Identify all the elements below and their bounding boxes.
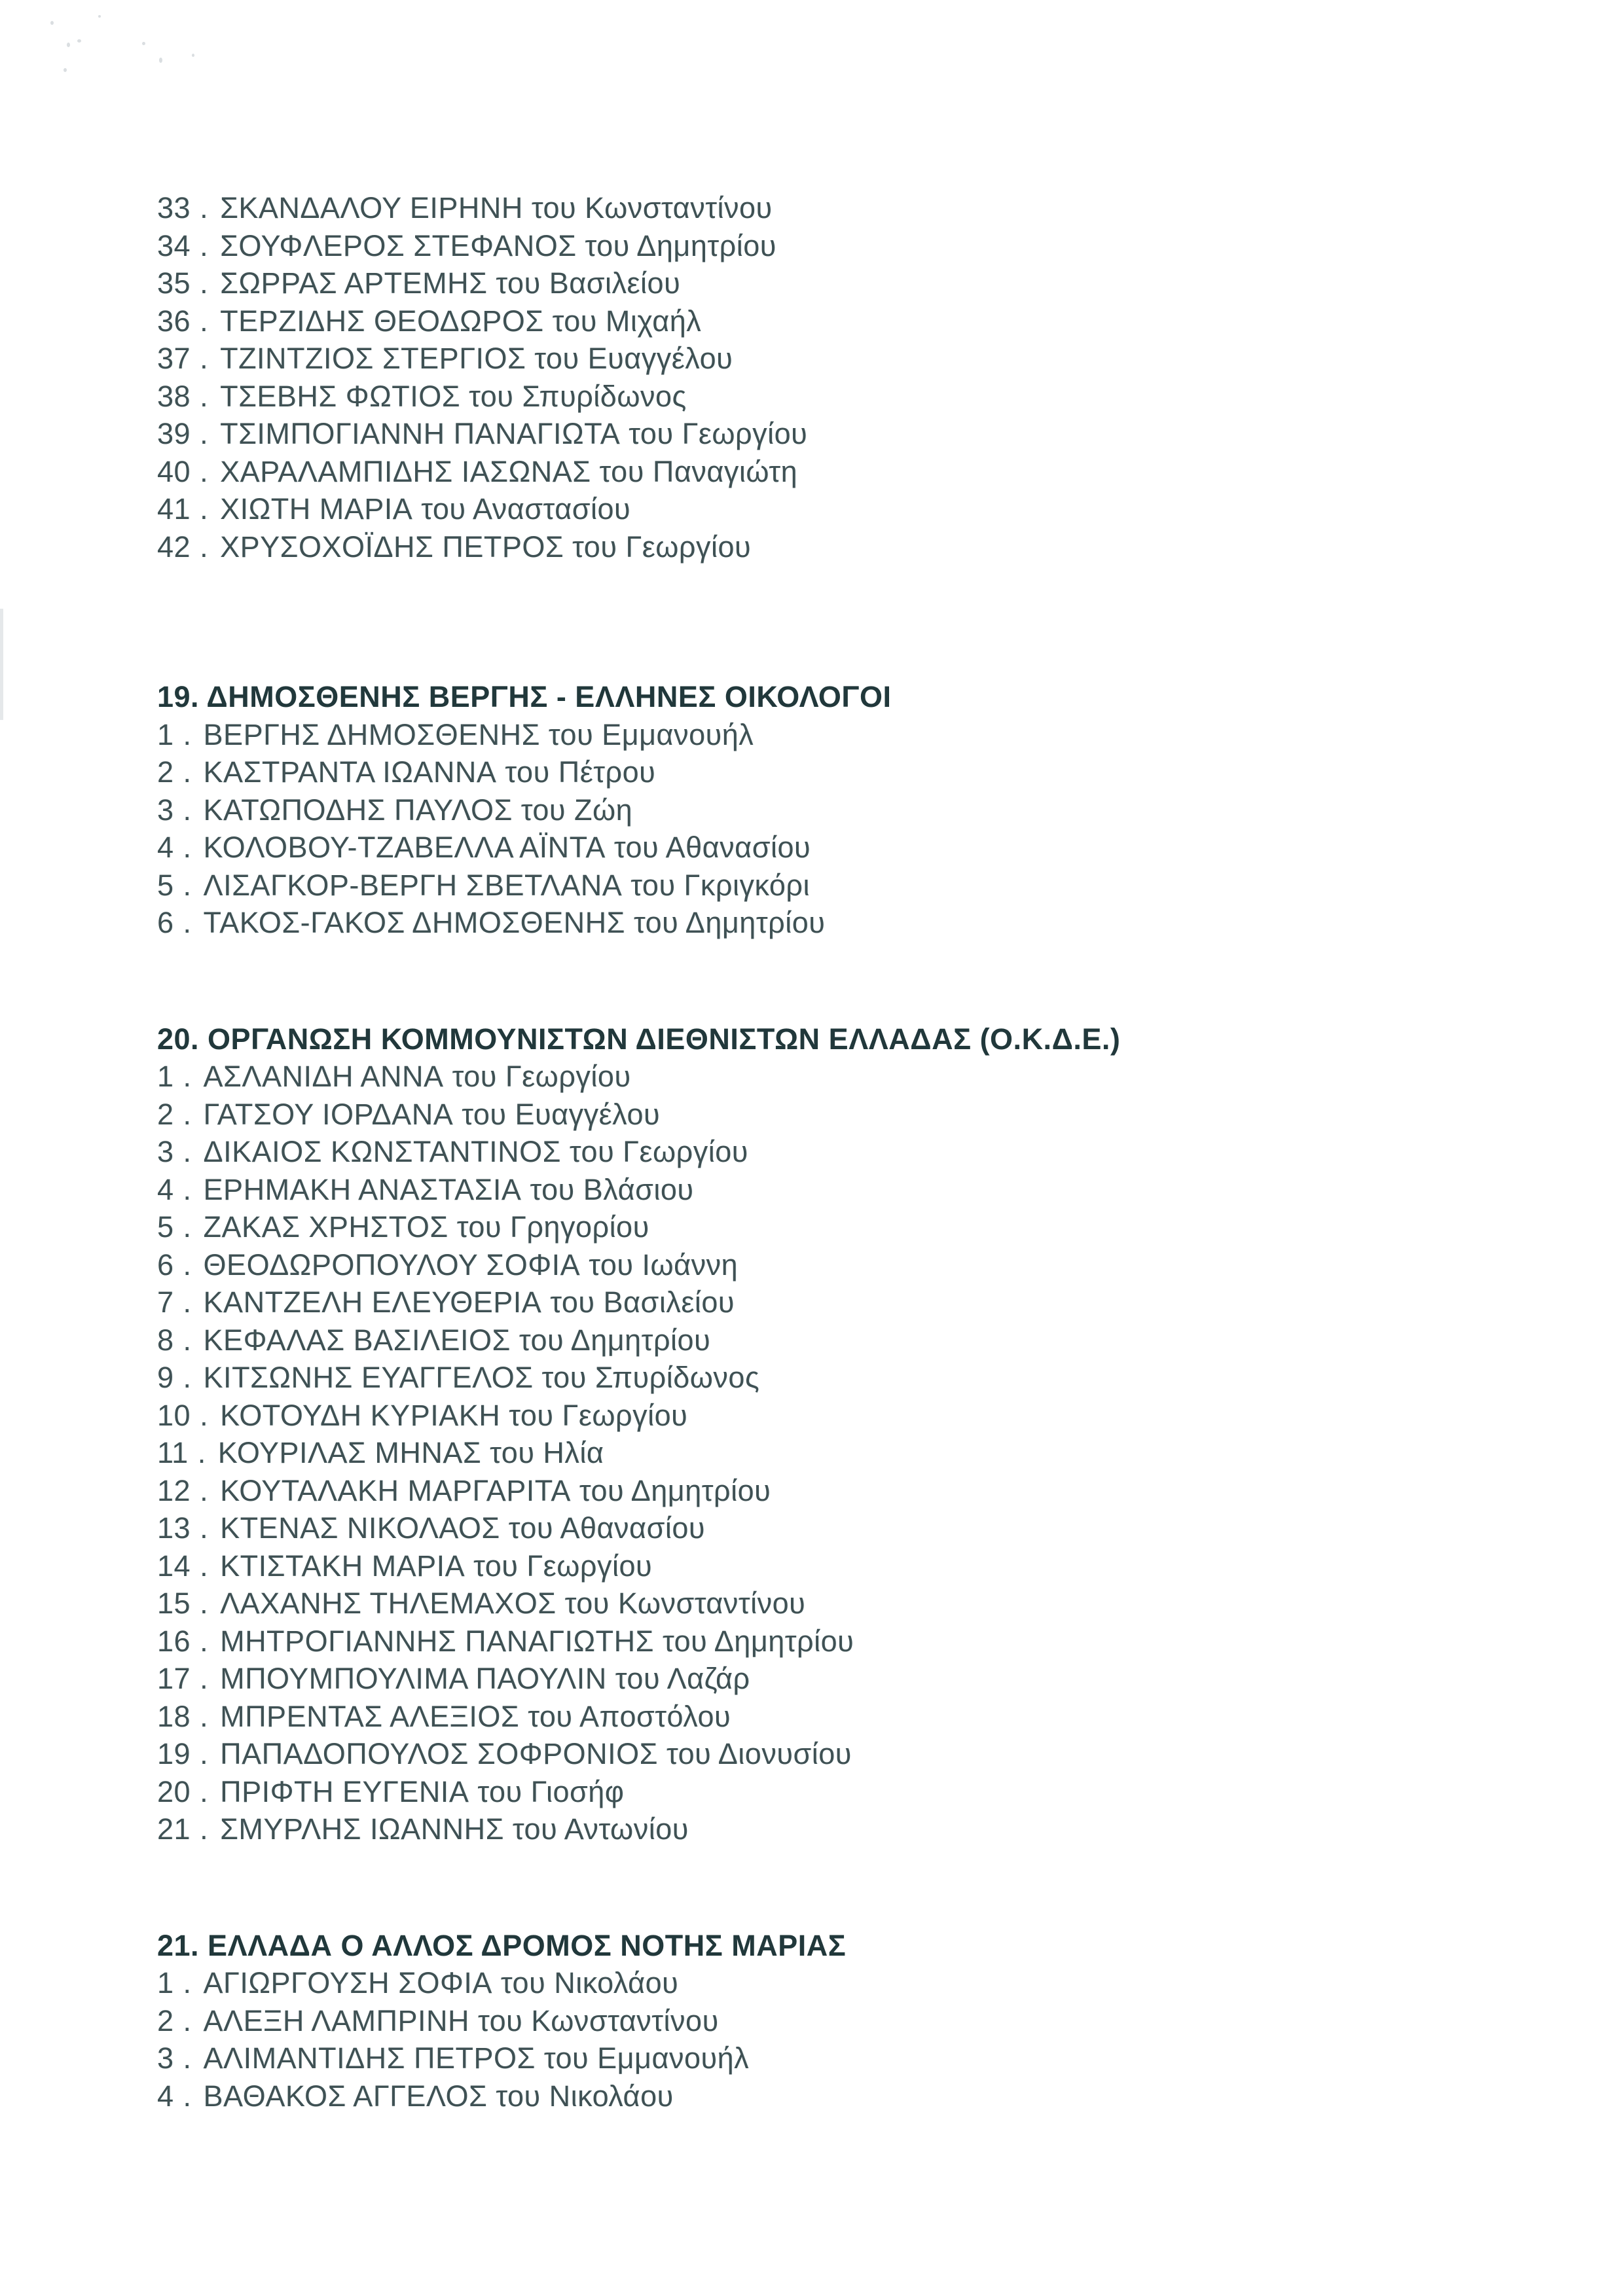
- candidate-patronymic: του Ζώη: [520, 793, 633, 827]
- candidate-name: ΚΙΤΣΩΝΗΣ ΕΥΑΓΓΕΛΟΣ: [203, 1361, 534, 1394]
- candidate-name: ΚΟΤΟΥΔΗ ΚΥΡΙΑΚΗ: [220, 1398, 501, 1432]
- candidate-row: [157, 753, 1584, 791]
- candidate-number: 1: [157, 1966, 174, 2000]
- candidate-name: ΚΟΥΤΑΛΑΚΗ ΜΑΡΓΑΡΙΤΑ: [220, 1473, 571, 1507]
- candidate-number: 19: [157, 1737, 191, 1770]
- candidate-number: 40: [157, 454, 191, 488]
- candidate-name: ΚΑΤΩΠΟΔΗΣ ΠΑΥΛΟΣ: [203, 793, 513, 827]
- candidate-name: ΣΟΥΦΛΕΡΟΣ ΣΤΕΦΑΝΟΣ: [220, 228, 577, 262]
- candidate-row: [157, 2002, 1584, 2040]
- candidate-row: [157, 1397, 1584, 1435]
- candidate-patronymic: του Αναστασίου: [421, 492, 631, 526]
- candidate-name: ΓΑΤΣΟΥ ΙΟΡΔΑΝΑ: [203, 1097, 454, 1131]
- candidate-patronymic: του Μιχαήλ: [552, 304, 702, 338]
- candidate-number: 12: [157, 1473, 191, 1507]
- candidate-name: ΚΤΙΣΤΑΚΗ ΜΑΡΙΑ: [220, 1549, 465, 1583]
- candidate-number: 3: [157, 2041, 174, 2075]
- list-separator: .: [200, 1549, 209, 1583]
- scan-speck: [192, 54, 194, 57]
- candidate-name: ΤΣΙΜΠΟΓΙΑΝΝΗ ΠΑΝΑΓΙΩΤΑ: [220, 417, 621, 450]
- candidate-number: 33: [157, 191, 191, 224]
- party-heading: 20. ΟΡΓΑΝΩΣΗ ΚΟΜΜΟΥΝΙΣΤΩΝ ΔΙΕΘΝΙΣΤΩΝ ΕΛΛΑΔΑΣ (Ο.Κ.Δ.Ε.): [157, 1022, 1121, 1056]
- candidate-number: 38: [157, 379, 191, 413]
- candidate-patronymic: του Γρηγορίου: [456, 1210, 649, 1244]
- candidate-name: ΣΚΑΝΔΑΛΟΥ ΕΙΡΗΝΗ: [220, 191, 523, 224]
- candidate-patronymic: του Γεωργίου: [473, 1549, 653, 1583]
- candidate-row: [157, 1547, 1584, 1585]
- candidate-row: [157, 302, 1584, 340]
- list-separator: .: [200, 1662, 209, 1695]
- list-separator: .: [183, 1285, 192, 1319]
- party-section: [157, 1020, 1584, 1848]
- list-separator: .: [183, 1361, 192, 1394]
- candidate-patronymic: του Γεωργίου: [629, 417, 808, 450]
- party-heading: 19. ΔΗΜΟΣΘΕΝΗΣ ΒΕΡΓΗΣ - ΕΛΛΗΝΕΣ ΟΙΚΟΛΟΓΟΙ: [157, 680, 892, 713]
- candidate-patronymic: του Εμμανουήλ: [543, 2041, 750, 2075]
- candidate-name: ΑΓΙΩΡΓΟΥΣΗ ΣΟΦΙΑ: [203, 1966, 492, 2000]
- candidate-name: ΤΑΚΟΣ-ΓΑΚΟΣ ΔΗΜΟΣΘΕΝΗΣ: [203, 906, 625, 939]
- candidate-name: ΔΙΚΑΙΟΣ ΚΩΝΣΤΑΝΤΙΝΟΣ: [203, 1135, 561, 1168]
- candidate-patronymic: του Δημητρίου: [579, 1473, 771, 1507]
- candidate-number: 15: [157, 1587, 191, 1620]
- candidate-patronymic: του Λαζάρ: [615, 1662, 750, 1695]
- list-separator: .: [200, 492, 209, 526]
- list-separator: .: [200, 191, 209, 224]
- candidate-number: 42: [157, 529, 191, 564]
- candidate-number: 13: [157, 1511, 191, 1545]
- candidate-row: [157, 1434, 1584, 1472]
- candidate-row: [157, 2039, 1584, 2077]
- list-separator: .: [200, 228, 209, 262]
- candidate-name: ΒΕΡΓΗΣ ΔΗΜΟΣΘΕΝΗΣ: [203, 717, 540, 751]
- candidate-name: ΤΖΙΝΤΖΙΟΣ ΣΤΕΡΓΙΟΣ: [220, 342, 526, 375]
- candidate-name: ΑΛΙΜΑΝΤΙΔΗΣ ΠΕΤΡΟΣ: [203, 2041, 536, 2075]
- scan-speck: [50, 21, 54, 25]
- candidate-patronymic: του Δημητρίου: [662, 1624, 854, 1658]
- candidate-patronymic: του Νικολάου: [500, 1966, 679, 2000]
- list-separator: .: [183, 755, 192, 789]
- candidate-number: 3: [157, 793, 174, 827]
- candidate-patronymic: του Ηλία: [490, 1436, 604, 1469]
- candidate-name: ΚΟΥΡΙΛΑΣ ΜΗΝΑΣ: [217, 1436, 482, 1469]
- candidate-name: ΚΤΕΝΑΣ ΝΙΚΟΛΑΟΣ: [220, 1511, 500, 1545]
- candidate-patronymic: του Αθανασίου: [613, 831, 811, 864]
- candidate-row: [157, 1964, 1584, 2002]
- candidate-patronymic: του Νικολάου: [496, 2079, 674, 2113]
- candidate-number: 6: [157, 906, 174, 939]
- candidate-number: 6: [157, 1247, 174, 1282]
- candidate-number: 2: [157, 2003, 174, 2037]
- candidate-number: 2: [157, 755, 174, 789]
- candidate-patronymic: του Σπυρίδωνος: [469, 379, 687, 413]
- list-separator: .: [200, 342, 209, 375]
- candidate-patronymic: του Δημητρίου: [585, 228, 776, 262]
- candidate-patronymic: του Βλάσιου: [530, 1172, 694, 1206]
- candidate-number: 10: [157, 1398, 191, 1432]
- list-separator: .: [183, 1060, 192, 1093]
- candidate-number: 35: [157, 266, 191, 300]
- list-separator: .: [183, 868, 192, 902]
- candidate-name: ΤΣΕΒΗΣ ΦΩΤΙΟΣ: [220, 379, 461, 413]
- candidate-name: ΚΑΝΤΖΕΛΗ ΕΛΕΥΘΕΡΙΑ: [203, 1285, 542, 1319]
- list-separator: .: [200, 417, 209, 450]
- candidate-patronymic: του Ιωάννη: [589, 1247, 739, 1282]
- candidate-patronymic: του Κωνσταντίνου: [531, 191, 773, 224]
- candidate-number: 8: [157, 1323, 174, 1357]
- party-section: [157, 678, 1584, 942]
- scan-speck: [64, 68, 67, 72]
- candidate-name: ΜΠΡΕΝΤΑΣ ΑΛΕΞΙΟΣ: [220, 1699, 520, 1733]
- list-separator: .: [200, 1624, 209, 1658]
- list-separator: .: [200, 1587, 209, 1620]
- candidate-row: [157, 1133, 1584, 1171]
- candidate-list: [157, 189, 1584, 2115]
- candidate-row: [157, 1171, 1584, 1209]
- list-separator: .: [200, 266, 209, 300]
- candidate-number: 41: [157, 492, 191, 526]
- candidate-row: [157, 1058, 1584, 1096]
- candidate-row: [157, 189, 1584, 227]
- candidate-patronymic: του Ευαγγέλου: [462, 1097, 661, 1131]
- candidate-row: [157, 716, 1584, 754]
- list-separator: .: [183, 1210, 192, 1244]
- candidate-name: ΛΙΣΑΓΚΟΡ-ΒΕΡΓΗ ΣΒΕΤΛΑΝΑ: [203, 868, 623, 902]
- candidate-number: 1: [157, 1060, 174, 1093]
- candidate-number: 16: [157, 1624, 191, 1658]
- list-separator: .: [183, 2079, 192, 2113]
- candidate-patronymic: του Αποστόλου: [528, 1699, 731, 1733]
- candidate-row: [157, 1660, 1584, 1698]
- candidate-row: [157, 1321, 1584, 1359]
- list-separator: .: [200, 1737, 209, 1770]
- candidate-name: ΕΡΗΜΑΚΗ ΑΝΑΣΤΑΣΙΑ: [203, 1172, 522, 1206]
- candidate-row: [157, 867, 1584, 905]
- list-separator: .: [200, 1473, 209, 1507]
- candidate-number: 37: [157, 342, 191, 375]
- candidate-name: ΚΟΛΟΒΟΥ-ΤΖΑΒΕΛΛΑ ΑΪΝΤΑ: [203, 831, 606, 864]
- candidate-row: [157, 227, 1584, 265]
- candidate-row: [157, 415, 1584, 453]
- candidate-number: 36: [157, 304, 191, 338]
- candidate-number: 4: [157, 831, 174, 864]
- scan-speck: [159, 58, 162, 63]
- candidate-number: 4: [157, 1172, 174, 1206]
- candidate-row: [157, 2077, 1584, 2115]
- candidate-row: [157, 340, 1584, 378]
- candidate-row: [157, 1735, 1584, 1773]
- candidate-row: [157, 1623, 1584, 1660]
- list-separator: .: [200, 1812, 209, 1846]
- candidate-patronymic: του Πέτρου: [505, 755, 656, 789]
- candidate-patronymic: του Βασιλείου: [550, 1285, 735, 1319]
- candidate-row: [157, 1208, 1584, 1246]
- candidate-number: 9: [157, 1361, 174, 1394]
- candidate-number: 20: [157, 1774, 191, 1808]
- candidate-patronymic: του Αντωνίου: [512, 1812, 689, 1846]
- list-separator: .: [200, 529, 209, 564]
- party-section: [157, 189, 1584, 565]
- list-separator: .: [200, 1511, 209, 1545]
- candidate-row: [157, 490, 1584, 528]
- candidate-name: ΜΗΤΡΟΓΙΑΝΝΗΣ ΠΑΝΑΓΙΩΤΗΣ: [220, 1624, 654, 1658]
- list-separator: .: [183, 1966, 192, 2000]
- candidate-row: [157, 528, 1584, 566]
- candidate-row: [157, 791, 1584, 829]
- list-separator: .: [183, 1247, 192, 1282]
- list-separator: .: [197, 1436, 206, 1469]
- candidate-patronymic: του Διονυσίου: [666, 1737, 852, 1770]
- candidate-row: [157, 453, 1584, 491]
- candidate-row: [157, 1698, 1584, 1736]
- candidate-number: 5: [157, 868, 174, 902]
- candidate-patronymic: του Γεωργίου: [452, 1060, 631, 1093]
- candidate-name: ΘΕΟΔΩΡΟΠΟΥΛΟΥ ΣΟΦΙΑ: [203, 1247, 581, 1282]
- scan-speck: [77, 39, 81, 43]
- list-separator: .: [183, 1172, 192, 1206]
- candidate-row: [157, 829, 1584, 867]
- candidate-patronymic: του Αθανασίου: [508, 1511, 705, 1545]
- scan-speck: [98, 15, 101, 18]
- candidate-number: 39: [157, 417, 191, 450]
- candidate-patronymic: του Παναγιώτη: [599, 454, 798, 488]
- candidate-number: 14: [157, 1549, 191, 1583]
- list-separator: .: [200, 1774, 209, 1808]
- candidate-number: 1: [157, 717, 174, 751]
- candidate-row: [157, 1283, 1584, 1321]
- candidate-name: ΠΡΙΦΤΗ ΕΥΓΕΝΙΑ: [220, 1774, 469, 1808]
- list-separator: .: [200, 1398, 209, 1432]
- candidate-patronymic: του Δημητρίου: [519, 1323, 711, 1357]
- list-separator: .: [200, 454, 209, 488]
- list-separator: .: [183, 1323, 192, 1357]
- candidate-row: [157, 1585, 1584, 1623]
- candidate-patronymic: του Γεωργίου: [569, 1135, 748, 1168]
- candidate-row: [157, 264, 1584, 302]
- candidate-name: ΑΛΕΞΗ ΛΑΜΠΡΙΝΗ: [203, 2003, 469, 2037]
- candidate-name: ΣΜΥΡΛΗΣ ΙΩΑΝΝΗΣ: [220, 1812, 504, 1846]
- candidate-name: ΣΩΡΡΑΣ ΑΡΤΕΜΗΣ: [220, 266, 488, 300]
- candidate-name: ΤΕΡΖΙΔΗΣ ΘΕΟΔΩΡΟΣ: [220, 304, 544, 338]
- list-separator: .: [183, 2003, 192, 2037]
- candidate-row: [157, 378, 1584, 416]
- scan-edge-artifact: [0, 609, 3, 720]
- scan-speck: [67, 43, 70, 47]
- candidate-number: 4: [157, 2079, 174, 2113]
- list-separator: .: [200, 304, 209, 338]
- candidate-patronymic: του Γεωργίου: [509, 1398, 688, 1432]
- candidate-number: 3: [157, 1135, 174, 1168]
- candidate-number: 2: [157, 1097, 174, 1131]
- candidate-name: ΜΠΟΥΜΠΟΥΛΙΜΑ ΠΑΟΥΛΙΝ: [220, 1662, 607, 1695]
- candidate-number: 7: [157, 1285, 174, 1319]
- list-separator: .: [183, 1135, 192, 1168]
- list-separator: .: [200, 379, 209, 413]
- candidate-number: 34: [157, 228, 191, 262]
- list-separator: .: [183, 793, 192, 827]
- candidate-patronymic: του Κωνσταντίνου: [564, 1587, 806, 1620]
- candidate-patronymic: του Γεωργίου: [572, 529, 752, 564]
- list-separator: .: [200, 1699, 209, 1733]
- candidate-row: [157, 1472, 1584, 1510]
- candidate-row: [157, 904, 1584, 942]
- candidate-number: 11: [157, 1436, 189, 1469]
- candidate-row: [157, 1096, 1584, 1134]
- list-separator: .: [183, 717, 192, 751]
- list-separator: .: [183, 1097, 192, 1131]
- candidate-name: ΑΣΛΑΝΙΔΗ ΑΝΝΑ: [203, 1060, 444, 1093]
- party-heading: 21. ΕΛΛΑΔΑ Ο ΑΛΛΟΣ ΔΡΟΜΟΣ ΝΟΤΗΣ ΜΑΡΙΑΣ: [157, 1928, 847, 1962]
- list-separator: .: [183, 2041, 192, 2075]
- candidate-patronymic: του Δημητρίου: [633, 906, 826, 939]
- candidate-name: ΧΙΩΤΗ ΜΑΡΙΑ: [220, 492, 413, 526]
- candidate-number: 18: [157, 1699, 191, 1733]
- candidate-patronymic: του Εμμανουήλ: [548, 717, 754, 751]
- candidate-name: ΖΑΚΑΣ ΧΡΗΣΤΟΣ: [203, 1210, 448, 1244]
- candidate-patronymic: του Γιοσήφ: [477, 1774, 625, 1808]
- candidate-patronymic: του Κωνσταντίνου: [477, 2003, 719, 2037]
- candidate-name: ΒΑΘΑΚΟΣ ΑΓΓΕΛΟΣ: [203, 2079, 488, 2113]
- list-separator: .: [183, 906, 192, 939]
- candidate-number: 21: [157, 1812, 191, 1846]
- candidate-name: ΚΑΣΤΡΑΝΤΑ ΙΩΑΝΝΑ: [203, 755, 497, 789]
- candidate-row: [157, 1509, 1584, 1547]
- candidate-name: ΚΕΦΑΛΑΣ ΒΑΣΙΛΕΙΟΣ: [203, 1323, 511, 1357]
- candidate-number: 5: [157, 1210, 174, 1244]
- candidate-patronymic: του Γκριγκόρι: [630, 868, 811, 902]
- candidate-patronymic: του Ευαγγέλου: [534, 342, 733, 375]
- candidate-row: [157, 1359, 1584, 1397]
- scan-speck: [142, 42, 145, 45]
- candidate-name: ΠΑΠΑΔΟΠΟΥΛΟΣ ΣΟΦΡΟΝΙΟΣ: [220, 1737, 658, 1770]
- candidate-row: [157, 1246, 1584, 1284]
- list-separator: .: [183, 831, 192, 864]
- candidate-number: 17: [157, 1662, 191, 1695]
- candidate-patronymic: του Σπυρίδωνος: [541, 1361, 760, 1394]
- candidate-name: ΧΡΥΣΟΧΟΪΔΗΣ ΠΕΤΡΟΣ: [220, 529, 564, 564]
- candidate-name: ΛΑΧΑΝΗΣ ΤΗΛΕΜΑΧΟΣ: [220, 1587, 556, 1620]
- party-section: [157, 1927, 1584, 2115]
- candidate-name: ΧΑΡΑΛΑΜΠΙΔΗΣ ΙΑΣΩΝΑΣ: [220, 454, 591, 488]
- candidate-row: [157, 1810, 1584, 1848]
- candidate-patronymic: του Βασιλείου: [496, 266, 681, 300]
- candidate-row: [157, 1773, 1584, 1811]
